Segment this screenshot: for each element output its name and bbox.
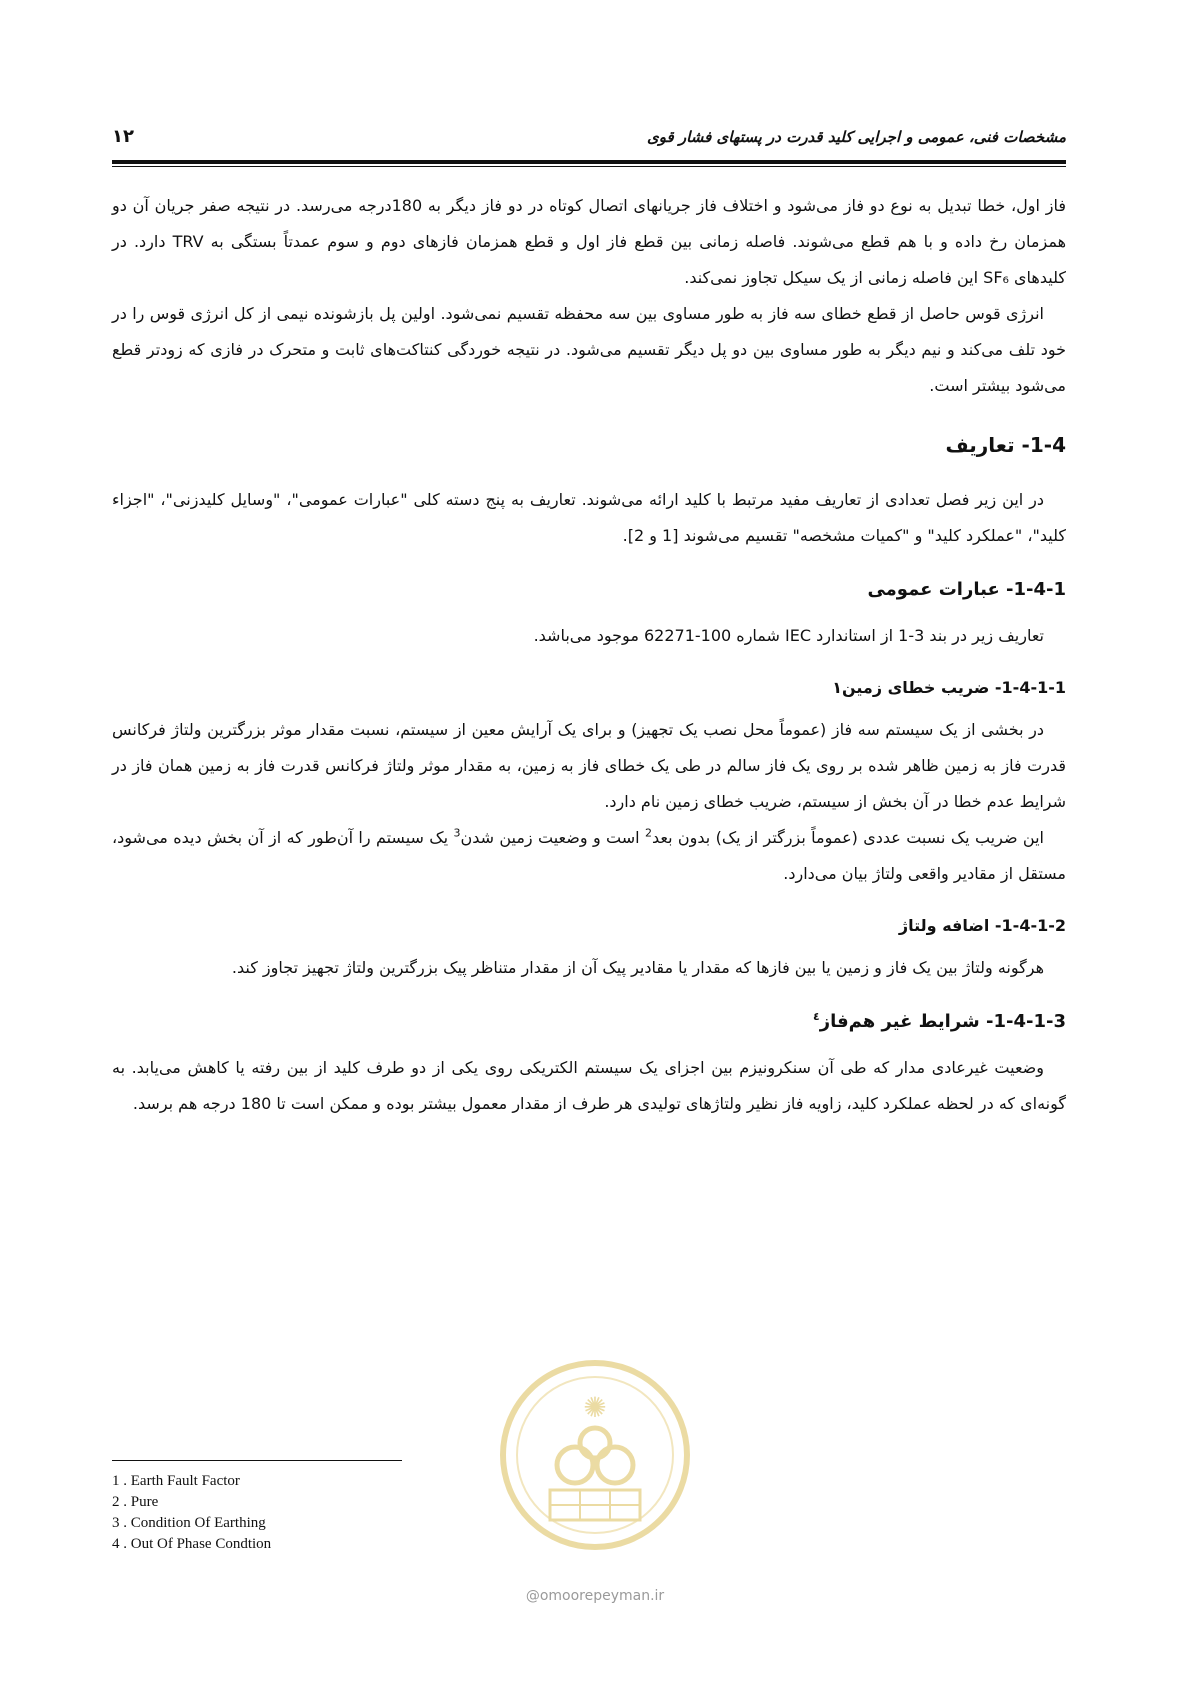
- footnote-ref: 2: [644, 826, 652, 840]
- footnote: 2 . Pure: [112, 1494, 159, 1510]
- footnote: 1 . Earth Fault Factor: [112, 1473, 240, 1489]
- paragraph: در این زیر فصل تعدادی از تعاریف مفید مرتبط با کلید ارائه می‌شوند. تعاریف به پنج دسته کلی "عبارات عمومی"، "وسایل کلیدزنی"، "اجزاء کلید"، "عملکرد کلید" و "کمیات مشخصه" تقسیم می‌شوند [1 و 2].: [112, 490, 1066, 545]
- subsection-heading: 1-4-1- عبارات عمومی: [867, 579, 1066, 600]
- paragraph: انرژی قوس حاصل از قطع خطای سه فاز به طور مساوی بین سه محفظه تقسیم نمی‌شود. اولین پل بازشونده نیمی از کل انرژی قوس را در خود تلف می‌کند و نیم دیگر به طور مساوی بین دو پل دیگر تقسیم می‌شود. در نتیجه خوردگی کنتاکت‌های ثابت و متحرک در فازی که زودتر قطع می‌شود بیشتر است.: [112, 304, 1066, 395]
- watermark-logo: [495, 1355, 695, 1580]
- paragraph-text: است و وضعیت زمین شدن: [460, 828, 645, 847]
- header-rule-thick: [112, 160, 1066, 164]
- paragraph: [112, 820, 1066, 892]
- footnote: 4 . Out Of Phase Condtion: [112, 1536, 272, 1552]
- paragraph: وضعیت غیرعادی مدار که طی آن سنکرونیزم بین اجزای یک سیستم الکتریکی روی یکی از دو طرف کلید از بین رفته یا کاهش می‌یابد. به گونه‌ای که در لحظه عملکرد کلید، زاویه فاز نظیر ولتاژهای تولیدی هر طرف از مقدار معمول بیشتر بوده و ممکن است تا 180 درجه هم برسد.: [112, 1058, 1066, 1113]
- body-content: [112, 188, 1066, 1122]
- paragraph-text: یک سیستم را آن‌طور که از آن بخش دیده می‌شود، مستقل از مقادیر واقعی ولتاژ بیان می‌دارد.: [112, 828, 1066, 883]
- svg-text:✺: ✺: [583, 1391, 607, 1424]
- paragraph: در بخشی از یک سیستم سه فاز (عموماً محل نصب یک تجهیز) و برای یک آرایش معین از سیستم، نسبت مقدار موثر بزرگترین ولتاژ فرکانس قدرت فاز به زمین ظاهر شده بر روی یک فاز سالم در طی یک خطای فاز به زمین، به مقدار موثر ولتاژ فرکانس قدرت فاز به زمین همان فاز در شرایط عدم خطا در آن بخش از سیستم، ضریب خطای زمین نام دارد.: [112, 720, 1066, 811]
- header-rule-thin: [112, 166, 1066, 167]
- paragraph: فاز اول، خطا تبدیل به نوع دو فاز می‌شود و اختلاف فاز جریانهای اتصال کوتاه در دو فاز دیگر به 180درجه می‌رسد. در نتیجه صفر جریان آن دو همزمان رخ داده و با هم قطع می‌شوند. فاصله زمانی بین قطع فاز اول و قطع همزمان فازهای دوم و سوم عمدتاً بستگی به TRV دارد. در کلیدهای SF₆ این فاصله زمانی از یک سیکل تجاوز نمی‌کند.: [112, 196, 1067, 287]
- paragraph-text: این ضریب یک نسبت عددی (عموماً بزرگتر از یک) بدون بعد: [651, 828, 1044, 847]
- footnote: 3 . Condition Of Earthing: [112, 1515, 266, 1531]
- subsubsection-heading: 1-4-1-1- ضریب خطای زمین۱: [832, 678, 1066, 697]
- footnote-ref: 3: [453, 826, 461, 840]
- paragraph: هرگونه ولتاژ بین یک فاز و زمین یا بین فازها که مقدار یا مقادیر پیک آن از مقدار متناظر پیک بزرگترین ولتاژ تجهیز تجاوز کند.: [231, 958, 1044, 977]
- watermark-site: omoorepeyman.ir: [539, 1588, 665, 1604]
- footnote-ref: ٤: [813, 1010, 820, 1023]
- footnote-rule: [112, 1460, 402, 1461]
- subsubsection-heading: 1-4-1-2- اضافه ولتاژ: [898, 916, 1066, 935]
- heading-text: 1-4-1-3- شرایط غیر هم‌فاز: [819, 1011, 1066, 1032]
- page-number: ۱۲: [112, 126, 134, 147]
- subsubsection-heading: [112, 1008, 1066, 1036]
- footnotes: [112, 1460, 512, 1555]
- page-header: [112, 118, 1066, 168]
- section-heading: 1-4- تعاریف: [945, 433, 1066, 457]
- paragraph: تعاریف زیر در بند 3-1 از استاندارد IEC شماره 100-62271 موجود می‌باشد.: [533, 626, 1044, 645]
- watermark-url: @omoorepeyman.ir: [525, 1588, 665, 1604]
- header-title: مشخصات فنی، عمومی و اجرایی کلید قدرت در پستهای فشار قوی: [647, 128, 1066, 146]
